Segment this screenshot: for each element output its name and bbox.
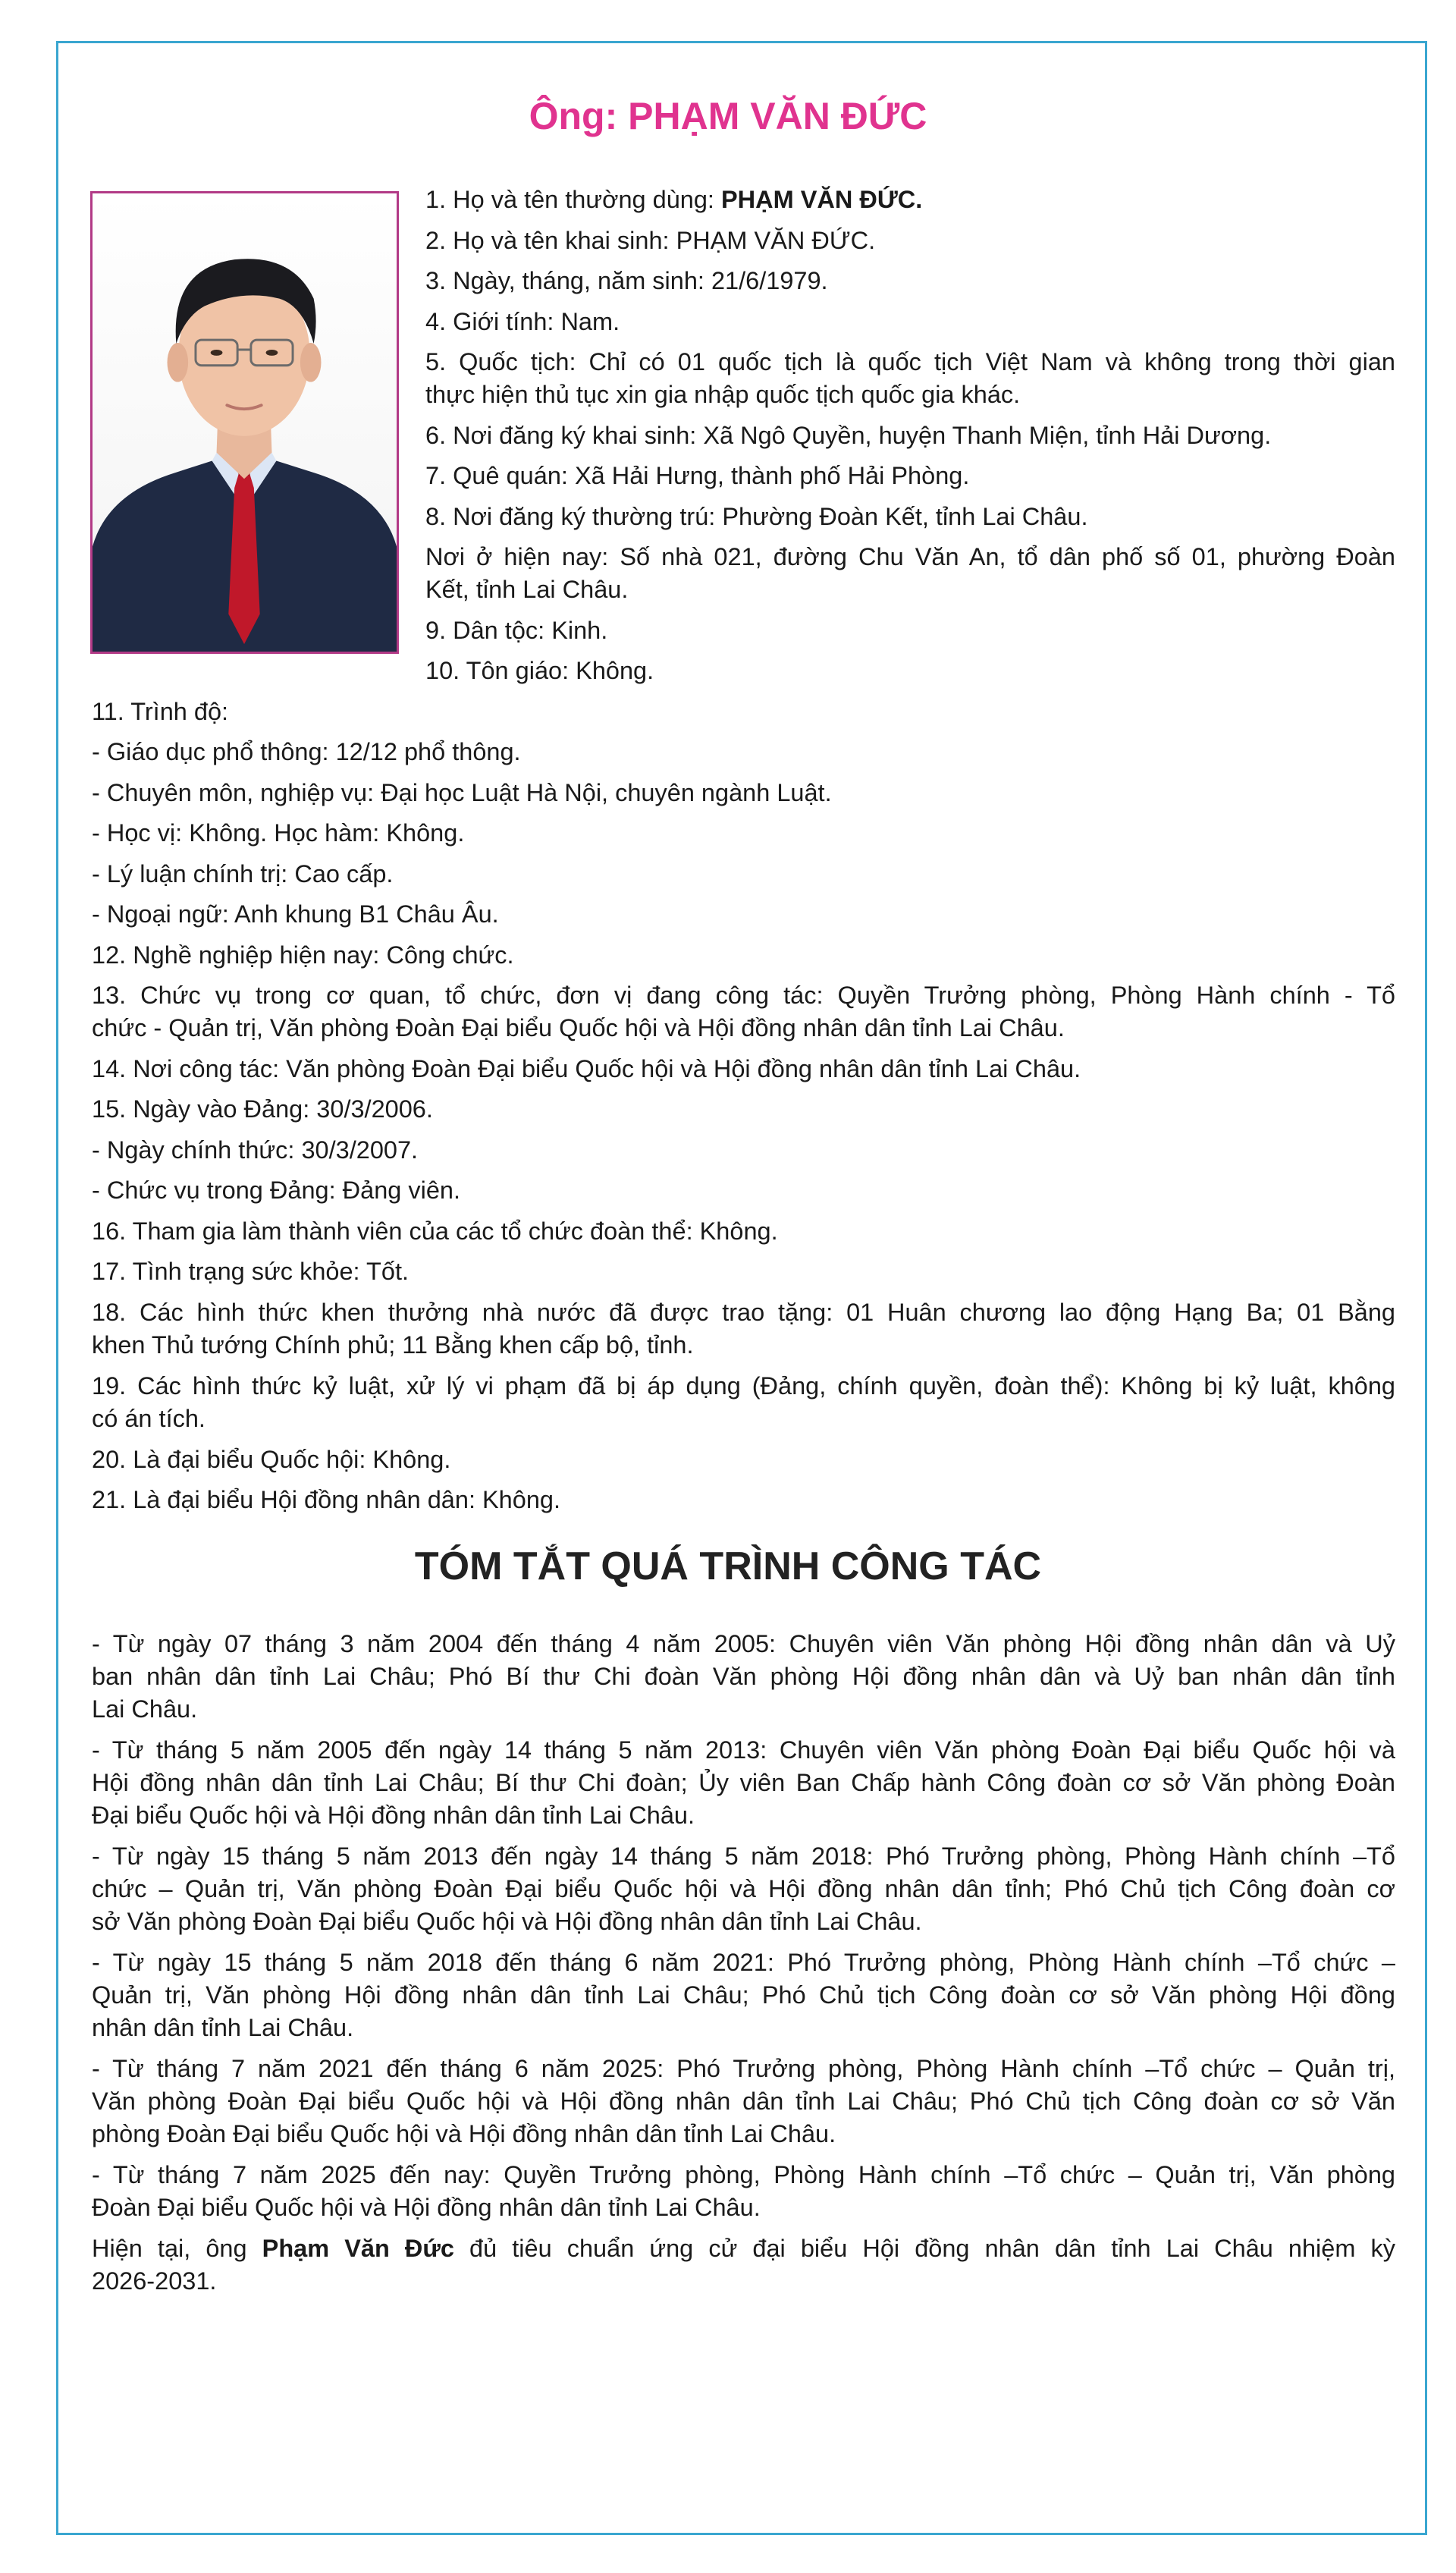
career-line-1c: Lai Châu.: [92, 1695, 198, 1723]
info-line-9: 9. Dân tộc: Kinh.: [425, 617, 608, 644]
info-line-12: 12. Nghề nghiệp hiện nay: Công chức.: [92, 941, 514, 969]
info-line-10: 10. Tôn giáo: Không.: [425, 657, 654, 684]
career-line-3c: sở Văn phòng Đoàn Đại biểu Quốc hội và Hội đồng nhân dân tỉnh Lai Châu.: [92, 1908, 922, 1935]
career-line-6b: Đoàn Đại biểu Quốc hội và Hội đồng nhân dân tỉnh Lai Châu.: [92, 2194, 761, 2221]
person-portrait-icon: [93, 193, 397, 652]
info-line-7: 7. Quê quán: Xã Hải Hưng, thành phố Hải Phòng.: [425, 462, 970, 489]
info-line-3: 3. Ngày, tháng, năm sinh: 21/6/1979.: [425, 267, 828, 294]
career-line-5a: - Từ tháng 7 năm 2021 đến tháng 6 năm 2025: Phó Trưởng phòng, Phòng Hành chính –Tổ chức – Quản trị,: [92, 2055, 1395, 2082]
info-line-8b: Kết, tỉnh Lai Châu.: [425, 576, 629, 603]
info-line-6: 6. Nơi đăng ký khai sinh: Xã Ngô Quyền, huyện Thanh Miện, tỉnh Hải Dương.: [425, 422, 1272, 449]
career-line-3b: chức – Quản trị, Văn phòng Đoàn Đại biểu Quốc hội và Hội đồng nhân dân tỉnh; Phó Chủ tịch Công đoàn cơ: [92, 1875, 1395, 1902]
info-line-15a: - Ngày chính thức: 30/3/2007.: [92, 1136, 419, 1164]
info-line-13b: chức - Quản trị, Văn phòng Đoàn Đại biểu Quốc hội và Hội đồng nhân dân tỉnh Lai Châu.: [92, 1014, 1065, 1041]
info-line-19b: có án tích.: [92, 1405, 206, 1432]
info-line-11d: - Lý luận chính trị: Cao cấp.: [92, 860, 394, 888]
info-line-5b: thực hiện thủ tục xin gia nhập quốc tịch quốc gia khác.: [425, 381, 1021, 408]
info-line-17: 17. Tình trạng sức khỏe: Tốt.: [92, 1258, 410, 1285]
career-line-3a: - Từ ngày 15 tháng 5 năm 2013 đến ngày 14 tháng 5 năm 2018: Phó Trưởng phòng, Phòng Hành chính –Tổ: [92, 1843, 1395, 1870]
info-line-21: 21. Là đại biểu Hội đồng nhân dân: Không.: [92, 1486, 561, 1513]
info-line-11c: - Học vị: Không. Học hàm: Không.: [92, 819, 465, 847]
info-line-15b: - Chức vụ trong Đảng: Đảng viên.: [92, 1177, 461, 1204]
conclusion-line-2: 2026-2031.: [92, 2267, 217, 2295]
career-line-4a: - Từ ngày 15 tháng 5 năm 2018 đến tháng 6 năm 2021: Phó Trưởng phòng, Phòng Hành chính –Tổ chức –: [92, 1949, 1395, 1976]
career-line-1b: ban nhân dân tỉnh Lai Châu; Phó Bí thư Chi đoàn Văn phòng Hội đồng nhân dân và Uỷ ban nhân dân tỉnh: [92, 1663, 1395, 1690]
career-line-2c: Đại biểu Quốc hội và Hội đồng nhân dân tỉnh Lai Châu.: [92, 1802, 695, 1829]
section-title: TÓM TẮT QUÁ TRÌNH CÔNG TÁC: [414, 1544, 1042, 1588]
info-line-14: 14. Nơi công tác: Văn phòng Đoàn Đại biểu Quốc hội và Hội đồng nhân dân tỉnh Lai Châu.: [92, 1055, 1081, 1082]
info-line-20: 20. Là đại biểu Quốc hội: Không.: [92, 1446, 451, 1473]
info-line-8: 8. Nơi đăng ký thường trú: Phường Đoàn Kết, tỉnh Lai Châu.: [425, 503, 1088, 530]
info-line-19a: 19. Các hình thức kỷ luật, xử lý vi phạm đã bị áp dụng (Đảng, chính quyền, đoàn thể): Không bị kỷ luật, không: [92, 1372, 1395, 1400]
career-line-4c: nhân dân tỉnh Lai Châu.: [92, 2014, 354, 2041]
info-line-18a: 18. Các hình thức khen thưởng nhà nước đã được trao tặng: 01 Huân chương lao động Hạng Ba; 01 Bằng: [92, 1299, 1395, 1326]
info-line-2: 2. Họ và tên khai sinh: PHẠM VĂN ĐỨC.: [425, 227, 876, 254]
info-line-11: 11. Trình độ:: [92, 698, 229, 725]
career-line-4b: Quản trị, Văn phòng Hội đồng nhân dân tỉnh Lai Châu; Phó Chủ tịch Công đoàn cơ sở Văn phòng Hội đồng: [92, 1981, 1395, 2009]
info-line-11b: - Chuyên môn, nghiệp vụ: Đại học Luật Hà Nội, chuyên ngành Luật.: [92, 779, 832, 806]
career-line-2b: Hội đồng nhân dân tỉnh Lai Châu; Bí thư Chi đoàn; Ủy viên Ban Chấp hành Công đoàn cơ sở Văn phòng Đoàn: [92, 1769, 1395, 1796]
info-line-8a: Nơi ở hiện nay: Số nhà 021, đường Chu Văn An, tổ dân phố số 01, phường Đoàn: [425, 543, 1395, 570]
page-title: Ông: PHẠM VĂN ĐỨC: [529, 95, 927, 137]
info-line-4: 4. Giới tính: Nam.: [425, 308, 620, 335]
info-line-15: 15. Ngày vào Đảng: 30/3/2006.: [92, 1095, 433, 1123]
info-line-11e: - Ngoại ngữ: Anh khung B1 Châu Âu.: [92, 900, 499, 928]
info-line-5a: 5. Quốc tịch: Chỉ có 01 quốc tịch là quốc tịch Việt Nam và không trong thời gian: [425, 348, 1395, 375]
career-line-2a: - Từ tháng 5 năm 2005 đến ngày 14 tháng 5 năm 2013: Chuyên viên Văn phòng Đoàn Đại biểu Quốc hội và: [92, 1736, 1395, 1764]
info-line-18b: khen Thủ tướng Chính phủ; 11 Bằng khen cấp bộ, tỉnh.: [92, 1331, 694, 1359]
conclusion-line-1: Hiện tại, ông Phạm Văn Đức đủ tiêu chuẩn ứng cử đại biểu Hội đồng nhân dân tỉnh Lai Châu nhiệm kỳ: [92, 2235, 1395, 2262]
career-line-5b: Văn phòng Đoàn Đại biểu Quốc hội và Hội đồng nhân dân tỉnh Lai Châu; Phó Chủ tịch Công đoàn cơ sở Văn: [92, 2088, 1395, 2115]
career-line-6a: - Từ tháng 7 năm 2025 đến nay: Quyền Trưởng phòng, Phòng Hành chính –Tổ chức – Quản trị, Văn phòng: [92, 2161, 1395, 2188]
portrait-photo: [90, 191, 399, 654]
career-line-5c: phòng Đoàn Đại biểu Quốc hội và Hội đồng nhân dân tỉnh Lai Châu.: [92, 2120, 836, 2147]
info-line-11a: - Giáo dục phổ thông: 12/12 phổ thông.: [92, 738, 521, 765]
info-line-1: 1. Họ và tên thường dùng: PHẠM VĂN ĐỨC.: [425, 186, 923, 213]
career-line-1a: - Từ ngày 07 tháng 3 năm 2004 đến tháng 4 năm 2005: Chuyên viên Văn phòng Hội đồng nhân dân và Uỷ: [92, 1630, 1395, 1657]
info-line-13a: 13. Chức vụ trong cơ quan, tổ chức, đơn vị đang công tác: Quyền Trưởng phòng, Phòng Hành chính - Tổ: [92, 982, 1395, 1009]
info-line-16: 16. Tham gia làm thành viên của các tổ chức đoàn thể: Không.: [92, 1217, 778, 1245]
